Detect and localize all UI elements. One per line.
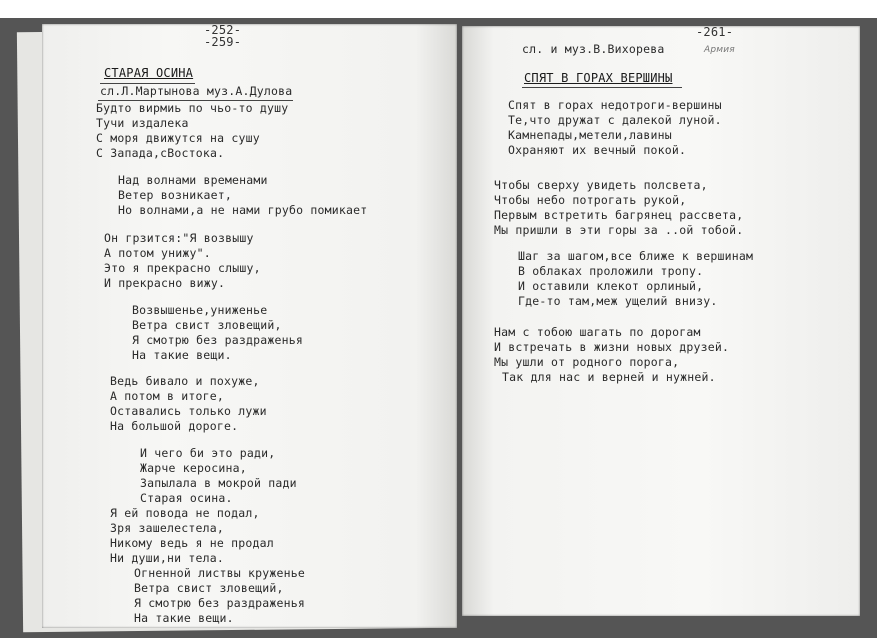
lyric-line: Мы пришли в эти горы за ..ой тобой. bbox=[494, 223, 744, 237]
lyric-line: И прекрасно вижу. bbox=[104, 276, 226, 290]
lyric-line: Я смотрю без раздраженья bbox=[134, 596, 305, 610]
lyric-line: Чтобы небо потрогать рукой, bbox=[494, 193, 687, 207]
lyric-line: Так для нас и верней и нужней. bbox=[502, 370, 716, 384]
lyric-line: На такие вещи. bbox=[134, 611, 234, 625]
lyric-line: В облаках проложили тропу. bbox=[518, 264, 704, 278]
lyric-line: И оставили клекот орлиный, bbox=[518, 279, 704, 293]
left-page bbox=[42, 24, 457, 628]
page-number: -259- bbox=[204, 35, 242, 49]
lyric-line: А потом унижу". bbox=[104, 246, 211, 260]
lyric-line: Будто вирмиь по чьо-то душу bbox=[96, 101, 289, 115]
lyric-line: Ветра свист зловещий, bbox=[134, 581, 284, 595]
lyric-line: Я смотрю без раздраженья bbox=[132, 333, 303, 347]
lyric-line: Возвышенье,униженье bbox=[132, 303, 268, 317]
lyric-line: Это я прекрасно слышу, bbox=[104, 261, 261, 275]
page-number: -261- bbox=[696, 25, 734, 39]
margin-note: Армия bbox=[704, 45, 735, 55]
lyric-line: И встречать в жизни новых друзей. bbox=[494, 340, 730, 354]
lyric-line: Над волнами временами bbox=[118, 173, 268, 187]
lyric-line: Оставались только лужи bbox=[110, 404, 267, 418]
title-rule bbox=[522, 87, 682, 88]
lyric-line: Ведь бивало и похуже, bbox=[110, 374, 260, 388]
lyric-line: На большой дороге. bbox=[110, 419, 239, 433]
lyric-line: И чего би это ради, bbox=[140, 446, 276, 460]
song-title: СТАРАЯ ОСИНА bbox=[104, 66, 194, 80]
lyric-line: С Запада,сВостока. bbox=[96, 146, 225, 160]
lyric-line: Старая осина. bbox=[140, 491, 233, 505]
right-page bbox=[462, 26, 860, 616]
song-credits: сл.Л.Мартынова муз.А.Дулова bbox=[100, 84, 293, 98]
lyric-line: Жарче керосина, bbox=[140, 461, 247, 475]
lyric-line: Но волнами,а не нами грубо помикает bbox=[118, 203, 368, 217]
lyric-line: Камнепады,метели,лавины bbox=[508, 128, 672, 142]
song-credits: сл. и муз.В.Вихорева bbox=[522, 42, 665, 56]
page-number-top: -252- bbox=[204, 23, 242, 37]
lyric-line: Чтобы сверху увидеть полсвета, bbox=[494, 178, 708, 192]
lyric-line: Ни души,ни тела. bbox=[110, 551, 224, 565]
lyric-line: Первым встретить багрянец рассвета, bbox=[494, 208, 744, 222]
lyric-line: Никому ведь я не продал bbox=[110, 536, 274, 550]
lyric-line: Шаг за шагом,все ближе к вершинам bbox=[518, 249, 754, 263]
lyric-line: Охраняют их вечный покой. bbox=[508, 143, 687, 157]
lyric-line: Я ей повода не подал, bbox=[110, 506, 260, 520]
lyric-line: Запылала в мокрой пади bbox=[140, 476, 297, 490]
lyric-line: Ветра свист зловещий, bbox=[132, 318, 282, 332]
lyric-line: Те,что дружат с далекой луной. bbox=[508, 113, 722, 127]
lyric-line: Мы ушли от родного порога, bbox=[494, 355, 680, 369]
lyric-line: Тучи издалека bbox=[96, 116, 189, 130]
lyric-line: Спят в горах недотроги-вершины bbox=[508, 98, 722, 112]
lyric-line: Ветер возникает, bbox=[118, 188, 232, 202]
lyric-line: На такие вещи. bbox=[132, 348, 232, 362]
lyric-line: Где-то там,меж ущелий внизу. bbox=[518, 294, 718, 308]
lyric-line: Зря зашелестела, bbox=[110, 521, 224, 535]
lyric-line: Огненной листвы круженье bbox=[134, 566, 305, 580]
lyric-line: Нам с тобою шагать по дорогам bbox=[494, 325, 701, 339]
lyric-line: Он грзится:"Я возвышу bbox=[104, 231, 254, 245]
lyric-line: А потом в итоге, bbox=[110, 389, 224, 403]
song-title: СПЯТ В ГОРАХ ВЕРШИНЫ bbox=[524, 71, 673, 85]
lyric-line: С моря движутся на сушу bbox=[96, 131, 260, 145]
